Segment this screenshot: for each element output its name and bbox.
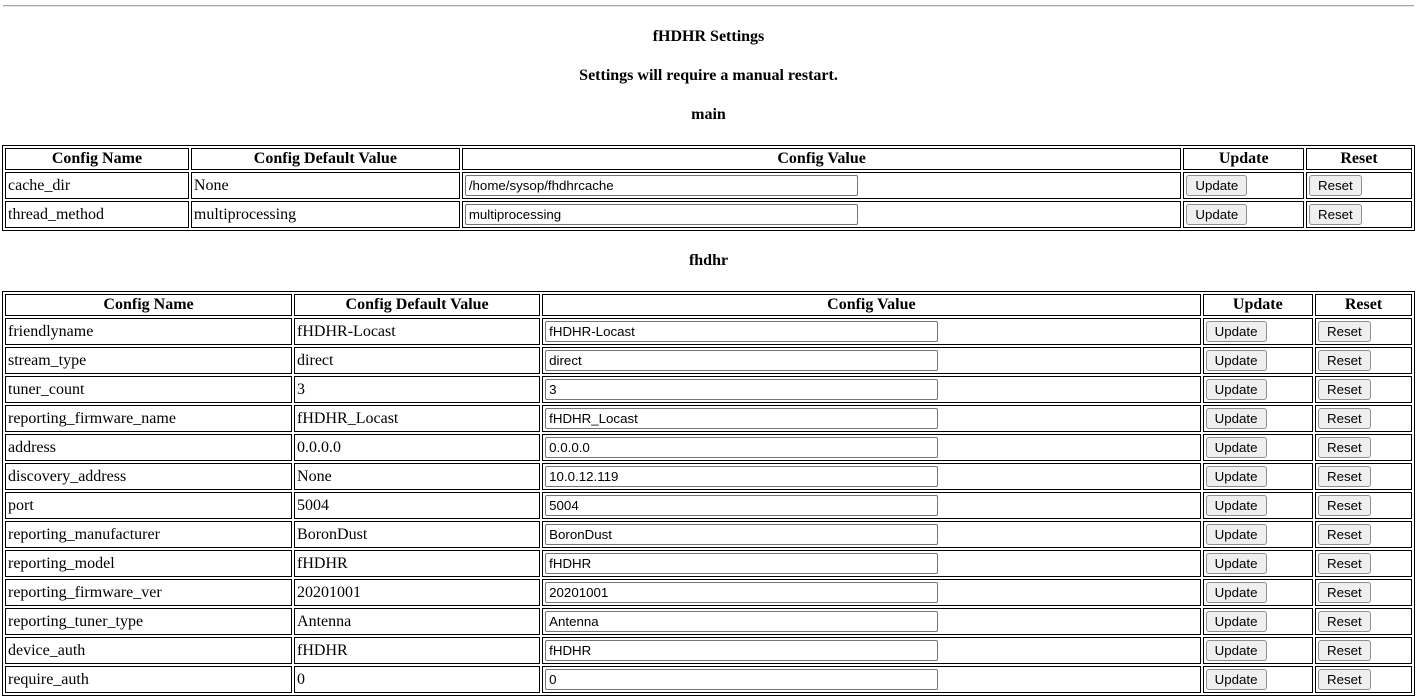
config-name-cell: device_auth	[5, 637, 292, 664]
header-row	[5, 294, 1412, 316]
config-name-cell: reporting_firmware_name	[5, 405, 292, 432]
config-row	[5, 492, 1412, 519]
update-cell	[1203, 376, 1313, 403]
page-title: fHDHR Settings	[652, 28, 765, 45]
config-name-cell: stream_type	[5, 347, 292, 374]
update-cell	[1203, 463, 1313, 490]
config-name-cell: reporting_tuner_type	[5, 608, 292, 635]
column-header: Config Value	[462, 148, 1182, 170]
reset-cell	[1306, 172, 1412, 199]
config-value-input[interactable]	[545, 553, 938, 574]
config-value-input[interactable]	[465, 175, 858, 196]
config-name-cell: address	[5, 434, 292, 461]
reset-button[interactable]: Reset	[1309, 204, 1362, 225]
update-cell	[1203, 347, 1313, 374]
reset-button[interactable]: Reset	[1318, 669, 1371, 690]
reset-cell	[1315, 434, 1412, 461]
config-value-input[interactable]	[545, 466, 938, 487]
config-row	[5, 201, 1412, 228]
update-cell	[1183, 172, 1304, 199]
column-header: Config Name	[5, 148, 189, 170]
config-default-cell: fHDHR-Locast	[294, 318, 540, 345]
reset-cell	[1315, 318, 1412, 345]
config-value-input[interactable]	[545, 408, 938, 429]
update-button[interactable]: Update	[1186, 175, 1247, 196]
column-header: Update	[1203, 294, 1313, 316]
config-value-cell	[542, 579, 1200, 606]
reset-cell	[1315, 637, 1412, 664]
config-name-cell: thread_method	[5, 201, 189, 228]
config-default-cell: 0	[294, 666, 540, 693]
config-value-input[interactable]	[545, 582, 938, 603]
column-header: Reset	[1306, 148, 1412, 170]
config-row	[5, 637, 1412, 664]
config-default-cell: multiprocessing	[191, 201, 460, 228]
config-row	[5, 579, 1412, 606]
reset-button[interactable]: Reset	[1318, 640, 1371, 661]
config-row	[5, 666, 1412, 693]
update-cell	[1203, 405, 1313, 432]
config-value-input[interactable]	[545, 321, 938, 342]
update-button[interactable]: Update	[1206, 640, 1267, 661]
update-cell	[1203, 492, 1313, 519]
config-name-cell: tuner_count	[5, 376, 292, 403]
reset-button[interactable]: Reset	[1318, 321, 1371, 342]
reset-button[interactable]: Reset	[1309, 175, 1362, 196]
config-row	[5, 376, 1412, 403]
config-name-cell: reporting_firmware_ver	[5, 579, 292, 606]
table-body	[5, 172, 1412, 228]
reset-cell	[1315, 492, 1412, 519]
section-heading: main	[691, 106, 726, 123]
config-value-cell	[542, 463, 1200, 490]
reset-button[interactable]: Reset	[1318, 350, 1371, 371]
config-default-cell: fHDHR	[294, 550, 540, 577]
config-row	[5, 172, 1412, 199]
column-header: Config Default Value	[191, 148, 460, 170]
config-row	[5, 521, 1412, 548]
config-default-cell: Antenna	[294, 608, 540, 635]
config-value-input[interactable]	[545, 524, 938, 545]
config-default-cell: direct	[294, 347, 540, 374]
update-button[interactable]: Update	[1206, 611, 1267, 632]
config-name-cell: require_auth	[5, 666, 292, 693]
config-value-cell	[542, 492, 1200, 519]
config-value-cell	[542, 405, 1200, 432]
column-header: Config Name	[5, 294, 292, 316]
config-table	[2, 145, 1415, 231]
update-cell	[1203, 666, 1313, 693]
update-cell	[1203, 550, 1313, 577]
header-row	[5, 148, 1412, 170]
reset-button[interactable]: Reset	[1318, 611, 1371, 632]
config-table	[2, 291, 1415, 696]
update-button[interactable]: Update	[1206, 408, 1267, 429]
config-value-cell	[462, 172, 1182, 199]
config-value-cell	[542, 318, 1200, 345]
config-name-cell: discovery_address	[5, 463, 292, 490]
update-cell	[1183, 201, 1304, 228]
column-header: Config Value	[542, 294, 1200, 316]
table-body	[5, 318, 1412, 693]
reset-cell	[1315, 376, 1412, 403]
column-header: Update	[1183, 148, 1304, 170]
reset-button[interactable]: Reset	[1318, 466, 1371, 487]
config-row	[5, 608, 1412, 635]
config-default-cell: 3	[294, 376, 540, 403]
update-button[interactable]: Update	[1206, 582, 1267, 603]
config-value-input[interactable]	[545, 669, 938, 690]
config-name-cell: reporting_manufacturer	[5, 521, 292, 548]
config-value-input[interactable]	[465, 204, 858, 225]
config-row	[5, 463, 1412, 490]
update-button[interactable]: Update	[1206, 466, 1267, 487]
update-button[interactable]: Update	[1206, 495, 1267, 516]
config-default-cell: 20201001	[294, 579, 540, 606]
config-value-cell	[542, 434, 1200, 461]
update-button[interactable]: Update	[1206, 669, 1267, 690]
config-default-cell: None	[191, 172, 460, 199]
update-cell	[1203, 579, 1313, 606]
config-row	[5, 550, 1412, 577]
reset-button[interactable]: Reset	[1318, 408, 1371, 429]
update-cell	[1203, 318, 1313, 345]
update-cell	[1203, 434, 1313, 461]
config-default-cell: fHDHR	[294, 637, 540, 664]
update-cell	[1203, 608, 1313, 635]
config-name-cell: cache_dir	[5, 172, 189, 199]
reset-cell	[1315, 666, 1412, 693]
config-section	[2, 106, 1415, 231]
reset-cell	[1315, 521, 1412, 548]
column-header: Reset	[1315, 294, 1412, 316]
config-name-cell: port	[5, 492, 292, 519]
update-button[interactable]: Update	[1206, 524, 1267, 545]
config-name-cell: reporting_model	[5, 550, 292, 577]
reset-cell	[1315, 550, 1412, 577]
reset-cell	[1315, 347, 1412, 374]
reset-cell	[1315, 579, 1412, 606]
config-row	[5, 405, 1412, 432]
config-value-input[interactable]	[545, 437, 938, 458]
config-value-cell	[542, 347, 1200, 374]
config-value-input[interactable]	[545, 640, 938, 661]
reset-button[interactable]: Reset	[1318, 495, 1371, 516]
reset-button[interactable]: Reset	[1318, 553, 1371, 574]
update-cell	[1203, 637, 1313, 664]
config-default-cell: fHDHR_Locast	[294, 405, 540, 432]
update-cell	[1203, 521, 1313, 548]
config-value-input[interactable]	[545, 350, 938, 371]
update-button[interactable]: Update	[1186, 204, 1247, 225]
reset-button[interactable]: Reset	[1318, 524, 1371, 545]
reset-button[interactable]: Reset	[1318, 437, 1371, 458]
column-header: Config Default Value	[294, 294, 540, 316]
reset-cell	[1315, 463, 1412, 490]
config-value-cell	[542, 521, 1200, 548]
update-button[interactable]: Update	[1206, 437, 1267, 458]
config-section	[2, 252, 1415, 696]
config-value-cell	[542, 637, 1200, 664]
update-button[interactable]: Update	[1206, 379, 1267, 400]
page-subtitle: Settings will require a manual restart.	[579, 67, 838, 84]
section-heading: fhdhr	[688, 252, 729, 269]
config-value-cell	[462, 201, 1182, 228]
config-row	[5, 434, 1412, 461]
config-value-input[interactable]	[545, 495, 938, 516]
update-button[interactable]: Update	[1206, 553, 1267, 574]
config-name-cell: friendlyname	[5, 318, 292, 345]
config-default-cell: 5004	[294, 492, 540, 519]
reset-button[interactable]: Reset	[1318, 379, 1371, 400]
config-default-cell: 0.0.0.0	[294, 434, 540, 461]
config-value-cell	[542, 376, 1200, 403]
config-default-cell: BoronDust	[294, 521, 540, 548]
config-value-cell	[542, 550, 1200, 577]
top-divider	[3, 5, 1414, 7]
reset-cell	[1315, 608, 1412, 635]
config-value-input[interactable]	[545, 611, 938, 632]
update-button[interactable]: Update	[1206, 321, 1267, 342]
sections	[2, 106, 1415, 696]
config-value-cell	[542, 608, 1200, 635]
reset-cell	[1315, 405, 1412, 432]
config-value-input[interactable]	[545, 379, 938, 400]
config-row	[5, 318, 1412, 345]
config-value-cell	[542, 666, 1200, 693]
update-button[interactable]: Update	[1206, 350, 1267, 371]
config-row	[5, 347, 1412, 374]
reset-cell	[1306, 201, 1412, 228]
reset-button[interactable]: Reset	[1318, 582, 1371, 603]
config-default-cell: None	[294, 463, 540, 490]
